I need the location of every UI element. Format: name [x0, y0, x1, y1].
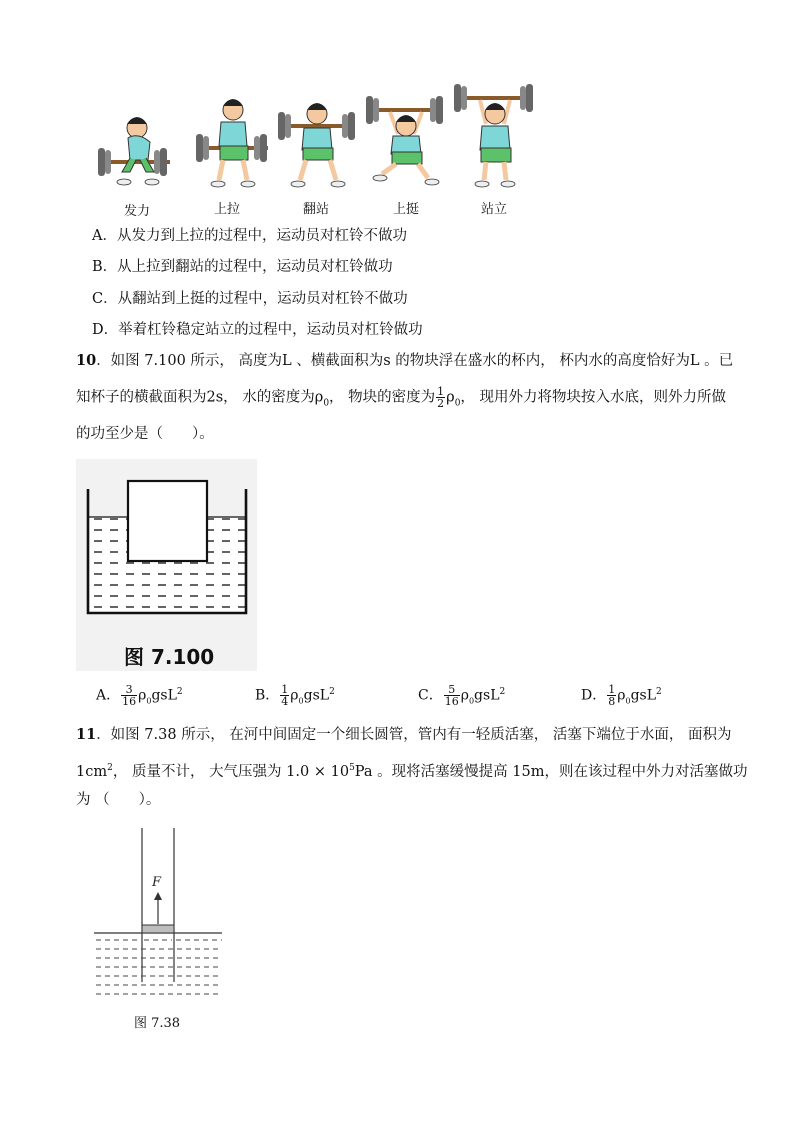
caption-fanzhan: 翻站	[303, 202, 330, 217]
q11-sup-2: 2	[107, 763, 113, 773]
q10-option-c-rho: ρ	[460, 687, 469, 704]
q10-line-3: 的功至少是（ ）。	[76, 426, 214, 442]
figure-7-100	[76, 459, 257, 671]
q10-text-2d: ， 现用外力将物块按入水底，则外力所做	[460, 389, 727, 406]
figure-7-38-label: 图 7.38	[134, 1016, 181, 1031]
q10-option-a-sup: 2	[176, 686, 183, 697]
q10-option-d	[581, 684, 662, 707]
q11-line-2	[76, 758, 747, 782]
q11-number: 11	[76, 726, 97, 743]
q11-text-2b: ， 质量不计， 大气压强为 1.0 × 10	[112, 763, 350, 780]
figure-7-100-label: 图 7.100	[124, 645, 215, 669]
q11-text-1: ．如图 7.38 所示， 在河中间固定一个细长圆管，管内有一轻质活塞， 活塞下端位于水面， 面积为	[96, 727, 732, 743]
q10-option-c-sup: 2	[499, 686, 506, 697]
q11-line-1	[76, 725, 732, 745]
q10-option-d-letter: D．	[581, 687, 607, 704]
q10-option-d-sup: 2	[656, 686, 662, 697]
force-label-f: F	[152, 875, 162, 890]
q10-frac-num: 1	[437, 385, 445, 398]
weightlifting-figure	[90, 78, 550, 198]
q10-option-d-den: 8	[608, 695, 616, 708]
q10-text-2c: ρ	[446, 389, 455, 406]
q10-option-d-fraction	[607, 684, 616, 707]
q10-text-2b: ， 物块的密度为	[329, 389, 436, 406]
q10-option-d-tail: gsL	[630, 687, 657, 704]
lifter-pull-up	[196, 99, 268, 187]
q10-option-b-sup: 2	[329, 686, 335, 697]
q11-text-2a: 1cm	[76, 763, 108, 780]
q10-option-c	[418, 684, 505, 707]
q10-option-a-sub: 0	[146, 696, 152, 706]
q10-sub-0b: 0	[454, 398, 461, 409]
q10-option-c-letter: C．	[418, 687, 443, 704]
q10-option-b-num: 1	[281, 683, 289, 696]
caption-shangla: 上拉	[214, 202, 241, 217]
q10-option-c-fraction	[444, 684, 460, 707]
q10-option-b-letter: B．	[255, 687, 280, 704]
figure-7-100-drawing	[76, 459, 257, 671]
q10-option-a-num: 3	[121, 684, 137, 696]
q11-sup-5: 5	[349, 763, 355, 773]
q10-option-d-num: 1	[608, 683, 616, 696]
q10-option-c-num: 5	[444, 684, 460, 696]
q10-line-1	[76, 351, 733, 371]
q10-frac-den: 2	[437, 397, 445, 410]
q10-option-b-fraction	[280, 684, 289, 707]
q10-option-b-rho: ρ	[290, 687, 299, 704]
q10-text-2a: 知杯子的横截面积为2s， 水的密度为ρ	[76, 389, 324, 406]
q10-text-1: ．如图 7.100 所示， 高度为L 、横截面积为s 的物块浮在盛水的杯内， 杯内水的高度恰好为L 。已	[96, 353, 734, 369]
q10-option-a-fraction	[121, 684, 137, 707]
q10-option-c-den: 16	[444, 695, 459, 708]
q11-line-3: 为 （ ）。	[76, 792, 161, 808]
q10-number: 10	[76, 352, 97, 369]
q10-option-d-rho: ρ	[617, 687, 626, 704]
q9-option-d: D．举着杠铃稳定站立的过程中，运动员对杠铃做功	[92, 322, 423, 338]
q10-option-b	[255, 684, 335, 707]
q10-option-c-tail: gsL	[474, 687, 500, 704]
q10-option-b-tail: gsL	[303, 687, 330, 704]
figure-7-38	[92, 826, 226, 1002]
q10-option-a-den: 16	[122, 695, 137, 708]
q10-option-a-letter: A．	[96, 687, 121, 704]
lifter-standing	[454, 84, 533, 187]
caption-zhanli: 站立	[481, 202, 508, 217]
q9-option-a: A．从发力到上拉的过程中，运动员对杠铃不做功	[92, 228, 407, 244]
lifter-jerk	[366, 96, 443, 185]
caption-shangting: 上挺	[393, 202, 420, 217]
q10-half-fraction	[436, 386, 445, 409]
q9-option-b: B．从上拉到翻站的过程中，运动员对杠铃做功	[92, 259, 393, 275]
q10-option-b-sub: 0	[298, 696, 304, 706]
q10-option-a-tail: gsL	[151, 687, 177, 704]
q10-sub-0a: 0	[323, 398, 330, 409]
q10-option-c-sub: 0	[468, 696, 475, 706]
lifter-start-pull	[98, 117, 170, 185]
q10-option-a	[96, 684, 183, 707]
q10-option-b-den: 4	[281, 695, 289, 708]
q11-text-2c: Pa 。现将活塞缓慢提高 15m，则在该过程中外力对活塞做功	[354, 763, 748, 780]
q10-line-2	[76, 386, 726, 414]
q10-option-a-rho: ρ	[138, 687, 147, 704]
q9-option-c: C．从翻站到上挺的过程中，运动员对杠铃不做功	[92, 291, 408, 307]
q10-option-d-sub: 0	[625, 696, 631, 706]
lifter-clean	[278, 103, 355, 187]
caption-fali: 发力	[124, 204, 151, 219]
